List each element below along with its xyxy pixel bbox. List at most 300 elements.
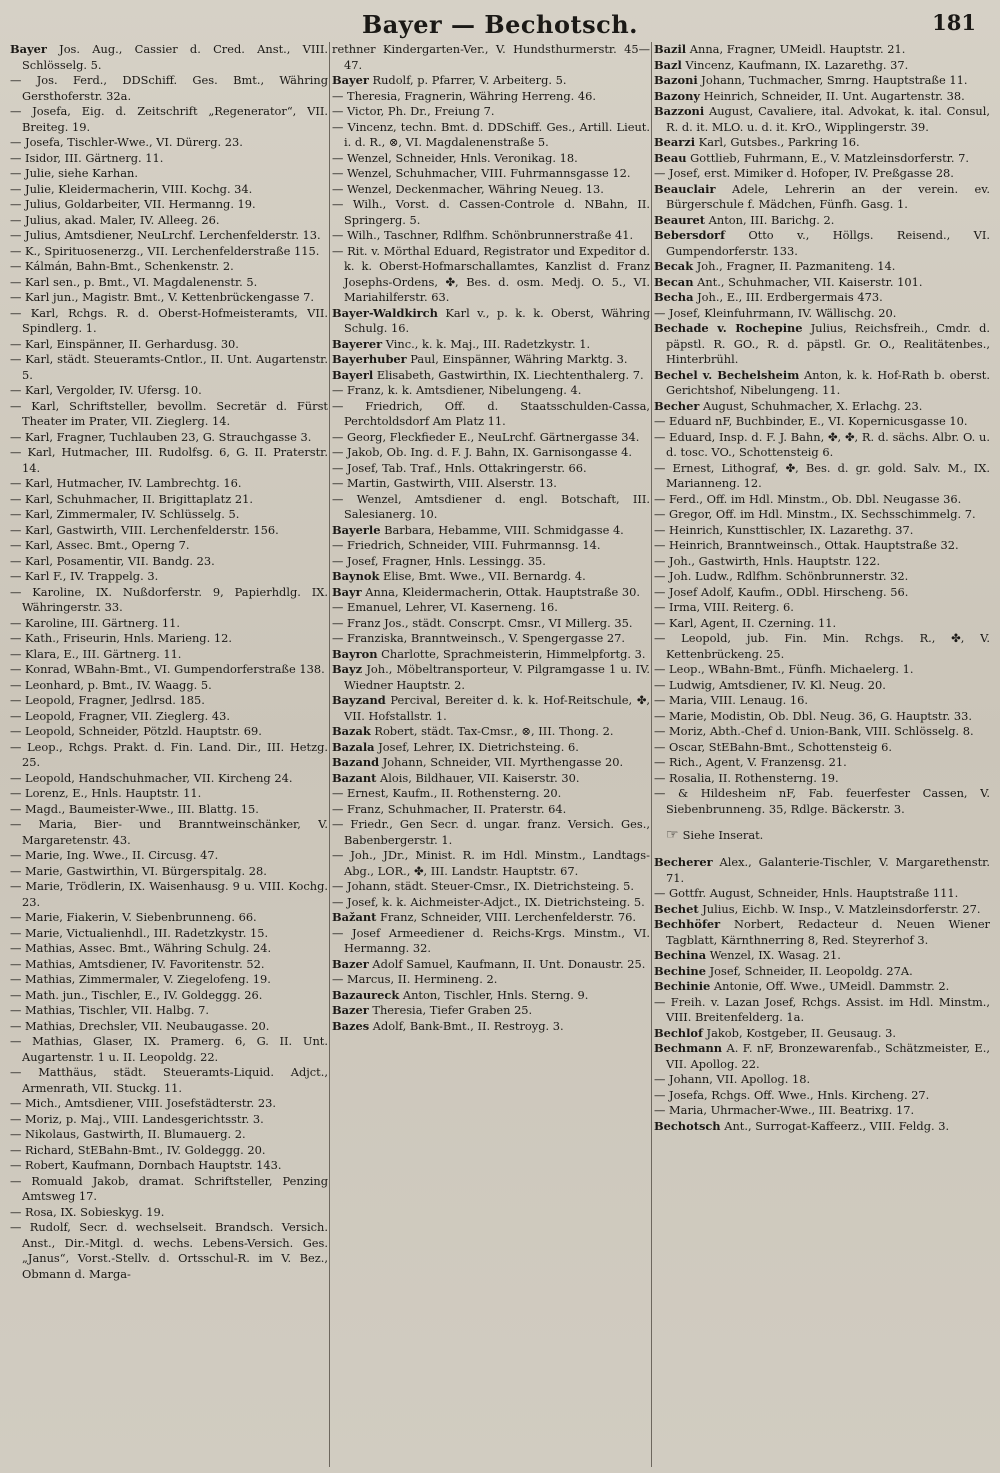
entry-surname: Bechel v. Bechelsheim	[654, 367, 800, 382]
entry-details: Wenzel, IX. Wasag. 21.	[706, 948, 841, 963]
directory-entry	[654, 948, 990, 964]
column-1	[10, 42, 328, 1467]
entry-details: — Franz, k. k. Amtsdiener, Nibelungeng. 4.	[332, 383, 582, 397]
entry-details: — Joh., JDr., Minist. R. im Hdl. Minstm., Landtags-Abg., LOR., ✤, III. Landstr. Hauptstr. 67.	[332, 848, 650, 878]
entry-details: — Leopold, Fragner, VII. Zieglerg. 43.	[10, 708, 230, 723]
entry-details: — Josef Armeediener d. Reichs-Krgs. Minstm., VI. Hermanng. 32.	[332, 925, 650, 955]
entry-details: — Marie, Fiakerin, V. Siebenbrunneng. 66.	[10, 910, 257, 924]
entry-details: — Karl, Agent, II. Czerning. 11.	[654, 615, 837, 630]
entry-details: Rudolf, p. Pfarrer, V. Arbeiterg. 5.	[368, 73, 567, 87]
entry-details: Anton, III. Barichg. 2.	[705, 212, 835, 227]
directory-entry	[10, 1220, 328, 1282]
entry-surname: Bazaureck	[332, 987, 400, 1002]
entry-details: — Irma, VIII. Reiterg. 6.	[654, 600, 794, 614]
entry-surname: Bazant	[332, 770, 377, 785]
directory-entry	[332, 972, 650, 988]
entry-details: Josef, Lehrer, IX. Dietrichsteing. 6.	[374, 739, 579, 754]
directory-entry	[10, 848, 328, 864]
directory-entry	[654, 755, 990, 771]
entry-details: — Franziska, Branntweinsch., V. Spengergasse 27.	[332, 631, 626, 645]
directory-entry	[10, 910, 328, 926]
directory-entry	[332, 244, 650, 306]
entry-details: — Ernest, Kaufm., II. Rothensterng. 20.	[332, 786, 562, 800]
directory-entry	[10, 430, 328, 446]
column-2	[332, 42, 650, 1467]
entry-details: — Marie, Trödlerin, IX. Waisenhausg. 9 u. VIII. Kochg. 23.	[10, 879, 328, 909]
entry-details: — Marcus, II. Hermineng. 2.	[332, 972, 498, 986]
directory-entry	[332, 755, 650, 771]
directory-entry	[10, 1205, 328, 1221]
entry-details: — Karl, Posamentir, VII. Bandg. 23.	[10, 553, 215, 568]
directory-entry	[654, 461, 990, 492]
directory-entry	[10, 647, 328, 663]
entry-details: — Karl, Zimmermaler, IV. Schlüsselg. 5.	[10, 507, 240, 521]
page-number: 181	[932, 10, 976, 35]
entry-surname: Bažant	[332, 910, 377, 924]
entry-surname: Bazala	[332, 739, 375, 754]
directory-entry	[332, 724, 650, 740]
directory-entry	[10, 957, 328, 973]
entry-details: — Ferd., Off. im Hdl. Minstm., Ob. Dbl. Neugasse 36.	[654, 491, 962, 506]
entry-surname: Bebersdorf	[654, 228, 725, 242]
directory-entry	[332, 569, 650, 585]
entry-details: — Rudolf, Secr. d. wechselseit. Brandsch. Versich. Anst., Dir.-Mitgl. d. wechs. Lebens-Versich. Ges. „Janus“, Vorst.-Stellv. d. Ortsschul-R. im V. Bez., Obmann d. Marga-	[10, 1220, 328, 1281]
directory-entry	[654, 554, 990, 570]
entry-details: — Ernest, Lithograf, ✤, Bes. d. gr. gold. Salv. M., IX. Marianneng. 12.	[654, 460, 990, 490]
entry-details: — Theresia, Fragnerin, Währing Herreng. 46.	[332, 88, 597, 103]
entry-details: Vincenz, Kaufmann, IX. Lazarethg. 37.	[681, 57, 909, 72]
entry-surname: Bechade v. Rochepine	[654, 321, 803, 335]
directory-entry	[10, 802, 328, 818]
column-divider	[329, 42, 330, 1467]
entry-details: — Josefa, Tischler-Wwe., VI. Dürerg. 23.	[10, 135, 243, 149]
entry-surname: Bayerle	[332, 522, 381, 537]
directory-entry	[654, 166, 990, 182]
entry-details: Percival, Bereiter d. k. k. Hof-Reitschule, ✤, VII. Hofstallstr. 1.	[344, 693, 650, 723]
entry-surname: Bechet	[654, 901, 699, 916]
directory-entry	[332, 771, 650, 787]
entry-details: Adolf Samuel, Kaufmann, II. Unt. Donaustr. 25.	[368, 956, 646, 971]
entry-surname: Becan	[654, 274, 694, 289]
directory-entry	[332, 197, 650, 228]
entry-details: — Maria, Uhrmacher-Wwe., III. Beatrixg. 17.	[654, 1103, 915, 1118]
entry-details: Robert, städt. Tax-Cmsr., ⊗, III. Thong. 2.	[370, 724, 614, 738]
directory-entry	[654, 771, 990, 787]
directory-entry	[654, 228, 990, 259]
entry-details: — Karoline, IX. Nußdorferstr. 9, Papierhdlg. IX. Währingerstr. 33.	[10, 584, 328, 614]
directory-entry	[10, 259, 328, 275]
entry-details: — Maria, Bier- und Branntweinschänker, V. Margaretenstr. 43.	[10, 817, 328, 847]
entry-surname: Beau	[654, 150, 687, 165]
directory-entry	[654, 1026, 990, 1042]
entry-details: Elisabeth, Gastwirthin, IX. Liechtenthalerg. 7.	[373, 367, 644, 382]
entry-details: — Karl jun., Magistr. Bmt., V. Kettenbrückengasse 7.	[10, 290, 315, 304]
entry-surname: Bayerer	[332, 336, 383, 351]
entry-details: Jakob, Kostgeber, II. Geusaug. 3.	[702, 1025, 896, 1040]
entry-details: — Julie, Kleidermacherin, VIII. Kochg. 34.	[10, 181, 253, 196]
entry-details: — Julius, Goldarbeiter, VII. Hermanng. 19.	[10, 197, 256, 211]
directory-entry	[654, 306, 990, 322]
directory-entry	[10, 1019, 328, 1035]
directory-entry	[10, 786, 328, 802]
entry-details: — Jos. Ferd., DDSchiff. Ges. Bmt., Währing Gersthoferstr. 32a.	[10, 73, 328, 103]
entry-details: Adolf, Bank-Bmt., II. Restroyg. 3.	[369, 1018, 564, 1033]
directory-entry	[332, 306, 650, 337]
directory-entry	[332, 926, 650, 957]
directory-entry	[332, 445, 650, 461]
directory-entry	[654, 58, 990, 74]
entry-details: Anna, Kleidermacherin, Ottak. Hauptstraße 30.	[361, 584, 641, 599]
directory-entry	[332, 337, 650, 353]
entry-surname: Beauret	[654, 212, 706, 227]
entry-surname: Bayzand	[332, 693, 386, 707]
entry-details: — Josefa, Rchgs. Off. Wwe., Hnls. Kircheng. 27.	[654, 1087, 930, 1102]
entry-details: — Leonhard, p. Bmt., IV. Waagg. 5.	[10, 677, 212, 692]
entry-details: — Karl, Hutmacher, III. Rudolfsg. 6, G. II. Praterstr. 14.	[10, 445, 328, 475]
directory-entry	[10, 1003, 328, 1019]
directory-entry	[10, 182, 328, 198]
entry-details: — Magd., Baumeister-Wwe., III. Blattg. 15.	[10, 801, 259, 816]
directory-entry	[332, 988, 650, 1004]
entry-details: — Leopold, Fragner, Jedlrsd. 185.	[10, 693, 205, 707]
entry-details: — Karl, Schriftsteller, bevollm. Secretär d. Fürst Theater im Prater, VII. Zieglerg. 14.	[10, 398, 328, 428]
directory-entry	[10, 724, 328, 740]
directory-entry	[332, 631, 650, 647]
entry-details: Otto v., Höllgs. Reisend., VI. Gumpendorferstr. 133.	[666, 228, 990, 258]
entry-details: Ant., Schuhmacher, VII. Kaiserstr. 101.	[693, 274, 923, 289]
entry-details: — Johann, städt. Steuer-Cmsr., IX. Dietrichsteing. 5.	[332, 879, 635, 893]
directory-entry	[10, 523, 328, 539]
directory-entry	[332, 166, 650, 182]
entry-details: — Richard, StEBahn-Bmt., IV. Goldeggg. 20.	[10, 1142, 266, 1157]
directory-entry	[10, 616, 328, 632]
directory-entry	[332, 662, 650, 693]
entry-details: — Joh. Ludw., Rdlfhm. Schönbrunnerstr. 32.	[654, 569, 909, 583]
directory-entry	[10, 879, 328, 910]
entry-details: — Rosa, IX. Sobieskyg. 19.	[10, 1204, 165, 1219]
directory-entry	[654, 368, 990, 399]
directory-entry	[10, 941, 328, 957]
directory-entry	[10, 678, 328, 694]
entry-details: — Nikolaus, Gastwirth, II. Blumauerg. 2.	[10, 1127, 246, 1141]
directory-entry	[332, 600, 650, 616]
directory-entry	[654, 538, 990, 554]
entry-details: — Marie, Ing. Wwe., II. Circusg. 47.	[10, 848, 219, 862]
entry-details: — Freih. v. Lazan Josef, Rchgs. Assist. im Hdl. Minstm., VIII. Breitenfelderg. 1a.	[654, 994, 990, 1025]
directory-entry	[654, 631, 990, 662]
entry-details: — Joh., Gastwirth, Hnls. Hauptstr. 122.	[654, 553, 881, 568]
entry-details: — Wenzel, Schneider, Hnls. Veronikag. 18.	[332, 150, 578, 165]
directory-entry	[10, 1174, 328, 1205]
entry-details: — Franz, Schuhmacher, II. Praterstr. 64.	[332, 801, 567, 816]
entry-details: — Karl, Einspänner, II. Gerhardusg. 30.	[10, 336, 239, 351]
directory-entry	[654, 1072, 990, 1088]
entry-details: Franz, Schneider, VIII. Lerchenfelderstr. 76.	[376, 910, 637, 924]
entry-details: — Ludwig, Amtsdiener, IV. Kl. Neug. 20.	[654, 677, 886, 692]
directory-entry	[654, 399, 990, 415]
entry-details: Ant., Surrogat-Kaffeerz., VIII. Feldg. 3.	[720, 1118, 950, 1133]
directory-entry	[10, 662, 328, 678]
directory-entry	[654, 1088, 990, 1104]
directory-entry	[654, 740, 990, 756]
entry-surname: Bazand	[332, 755, 380, 769]
directory-entry	[332, 554, 650, 570]
directory-entry	[10, 352, 328, 383]
directory-entry	[332, 786, 650, 802]
directory-entry	[654, 42, 990, 58]
directory-entry	[654, 886, 990, 902]
entry-details: Heinrich, Schneider, II. Unt. Augartenstr. 38.	[699, 88, 965, 103]
entry-details: — Wilh., Taschner, Rdlfhm. Schönbrunnerstraße 41.	[332, 228, 634, 242]
entry-details: — Oscar, StEBahn-Bmt., Schottensteig 6.	[654, 739, 892, 754]
directory-entry	[332, 399, 650, 430]
column-3	[654, 42, 990, 1467]
directory-entry	[332, 585, 650, 601]
entry-details: — Leop., Rchgs. Prakt. d. Fin. Land. Dir., III. Hetzg. 25.	[10, 739, 328, 769]
directory-entry	[654, 73, 990, 89]
entry-details: — Heinrich, Branntweinsch., Ottak. Hauptstraße 32.	[654, 538, 959, 552]
entry-details: — Josef, Tab. Traf., Hnls. Ottakringerstr. 66.	[332, 460, 587, 475]
directory-entry	[10, 492, 328, 508]
directory-entry	[10, 445, 328, 476]
entry-details: — Wilh., Vorst. d. Cassen-Controle d. NBahn, II. Springerg. 5.	[332, 197, 650, 227]
directory-entry	[10, 972, 328, 988]
entry-details: — Gottfr. August, Schneider, Hnls. Hauptstraße 111.	[654, 886, 959, 901]
directory-entry	[10, 228, 328, 244]
entry-details: — Mathias, Amtsdiener, IV. Favoritenstr. 52.	[10, 956, 265, 971]
directory-entry	[10, 42, 328, 73]
directory-entry	[654, 290, 990, 306]
entry-details: — Marie, Modistin, Ob. Dbl. Neug. 36, G. Hauptstr. 33.	[654, 708, 972, 723]
directory-entry	[10, 135, 328, 151]
entry-details: — Eduard, Insp. d. F. J. Bahn, ✤, ✤, R. d. sächs. Albr. O. u. d. tosc. VO., Schottensteig 6.	[654, 429, 990, 459]
directory-entry	[654, 89, 990, 105]
directory-entry	[332, 523, 650, 539]
entry-surname: Bechotsch	[654, 1118, 721, 1133]
directory-entry	[332, 895, 650, 911]
pointing-hand-icon: ☞	[666, 827, 679, 844]
entry-details: Jos. Aug., Cassier d. Cred. Anst., VIII. Schlösselg. 5.	[22, 42, 328, 72]
entry-surname: Bayerl	[332, 367, 374, 382]
entry-details: — Isidor, III. Gärtnerg. 11.	[10, 150, 164, 165]
entry-surname: Bazoni	[654, 73, 698, 87]
directory-entry	[10, 740, 328, 771]
directory-entry	[10, 1034, 328, 1065]
entry-details: — Rit. v. Mörthal Eduard, Registrator und Expeditor d. k. k. Oberst-Hofmarschallamtes, Kanzlist d. Franz Josephs-Ordens, ✤, Bes. d. osm. Medj. O. 5., VI. Mariahilferstr. 63.	[332, 243, 650, 304]
entry-details: — Karoline, III. Gärtnerg. 11.	[10, 615, 181, 630]
entry-details: — Rich., Agent, V. Franzensg. 21.	[654, 755, 847, 769]
entry-surname: Bazony	[654, 88, 700, 103]
entry-details: Johann, Schneider, VII. Myrthengasse 20.	[379, 755, 624, 769]
directory-entry	[10, 585, 328, 616]
entry-details: Vinc., k. k. Maj., III. Radetzkystr. 1.	[382, 336, 591, 351]
entry-surname: Bayron	[332, 646, 378, 661]
entry-details: Alex., Galanterie-Tischler, V. Margarethenstr. 71.	[666, 855, 990, 885]
entry-details: A. F. nF, Bronzewarenfab., Schätzmeister, E., VII. Apollog. 22.	[666, 1041, 990, 1071]
entry-surname: Bazl	[654, 57, 682, 72]
directory-entry	[10, 213, 328, 229]
directory-entry	[10, 1143, 328, 1159]
entry-surname: Bayer-Waldkirch	[332, 305, 438, 320]
entry-details: Julius, Reichsfreih., Cmdr. d. päpstl. R. GO., R. d. päpstl. Gr. O., Realitätenbes., Hinterbrühl.	[666, 321, 990, 366]
directory-entry	[332, 461, 650, 477]
entry-details: — Karl, Rchgs. R. d. Oberst-Hofmeisteramts, VII. Spindlerg. 1.	[10, 305, 328, 335]
directory-entry	[654, 492, 990, 508]
directory-entry	[10, 507, 328, 523]
directory-entry	[332, 616, 650, 632]
entry-surname: Bearzi	[654, 135, 696, 149]
running-head: Bayer — Bechotsch.	[361, 10, 639, 39]
entry-details: — Eduard nF, Buchbinder, E., VI. Kopernicusgasse 10.	[654, 414, 968, 428]
entry-details: — Kath., Friseurin, Hnls. Marieng. 12.	[10, 631, 232, 645]
entry-details: Karl v., p. k. k. Oberst, Währing Schulg. 16.	[344, 305, 650, 335]
entry-details: Anton, Tischler, Hnls. Sterng. 9.	[399, 987, 589, 1002]
directory-entry	[654, 724, 990, 740]
entry-details: — Marie, Gastwirthin, VI. Bürgerspitalg. 28.	[10, 863, 267, 878]
directory-entry	[332, 647, 650, 663]
directory-entry	[654, 995, 990, 1026]
entry-details: — Matthäus, städt. Steueramts-Liquid. Adjct., Armenrath, VII. Stuckg. 11.	[10, 1065, 328, 1095]
entry-surname: Bayr	[332, 584, 362, 599]
entry-details: — Josef, Fragner, Hnls. Lessingg. 35.	[332, 553, 546, 568]
directory-entry	[10, 864, 328, 880]
entry-surname: Bechlof	[654, 1025, 703, 1040]
directory-entry	[10, 104, 328, 135]
entry-details: — Leopold, jub. Fin. Min. Rchgs. R., ✤, V. Kettenbrückeng. 25.	[654, 631, 990, 661]
directory-entry	[654, 275, 990, 291]
directory-entry	[654, 693, 990, 709]
directory-entry	[10, 1127, 328, 1143]
directory-entry	[654, 585, 990, 601]
entry-surname: Becherer	[654, 855, 713, 870]
entry-surname: Bazil	[654, 42, 687, 56]
directory-entry	[10, 290, 328, 306]
directory-entry	[332, 120, 650, 151]
entry-details: — Moriz, Abth.-Chef d. Union-Bank, VIII. Schlösselg. 8.	[654, 724, 974, 738]
directory-entry	[332, 42, 650, 73]
directory-entry	[654, 786, 990, 817]
directory-entry	[10, 166, 328, 182]
directory-entry	[654, 321, 990, 368]
directory-entry	[654, 964, 990, 980]
directory-entry	[654, 1119, 990, 1135]
entry-details: — Karl, Hutmacher, IV. Lambrechtg. 16.	[10, 476, 242, 490]
directory-entry	[10, 817, 328, 848]
entry-details: Alois, Bildhauer, VII. Kaiserstr. 30.	[376, 770, 580, 785]
directory-entry	[654, 855, 990, 886]
entry-details: — & Hildesheim nF, Fab. feuerfester Cassen, V. Siebenbrunneng. 35, Rdlge. Bäckerstr. 3.	[654, 786, 990, 816]
directory-entry	[654, 662, 990, 678]
entry-details: — Julie, siehe Karhan.	[10, 166, 138, 180]
entry-details: — Karl, Gastwirth, VIII. Lerchenfelderstr. 156.	[10, 522, 279, 537]
directory-entry	[10, 151, 328, 167]
entry-details: — Mich., Amtsdiener, VIII. Josefstädterstr. 23.	[10, 1096, 276, 1110]
entry-details: Karl, Gutsbes., Parkring 16.	[695, 135, 860, 149]
entry-details: — Josefa, Eig. d. Zeitschrift „Regenerator“, VII. Breiteg. 19.	[10, 104, 328, 134]
entry-surname: Bechine	[654, 963, 706, 978]
entry-surname: Bechina	[654, 948, 707, 963]
entry-details: — Josef, erst. Mimiker d. Hofoper, IV. Preßgasse 28.	[654, 166, 954, 180]
entry-details: — Konrad, WBahn-Bmt., VI. Gumpendorferstraße 138.	[10, 662, 325, 676]
entry-surname: Bazzoni	[654, 104, 705, 118]
directory-entry	[654, 259, 990, 275]
directory-entry	[654, 1041, 990, 1072]
directory-entry	[332, 228, 650, 244]
entry-details: Barbara, Hebamme, VIII. Schmidgasse 4.	[380, 522, 624, 537]
directory-entry	[654, 523, 990, 539]
entry-surname: Beauclair	[654, 181, 716, 196]
entry-details: — Karl, Schuhmacher, II. Brigittaplatz 21.	[10, 491, 253, 506]
entry-details: — Franz Jos., städt. Conscrpt. Cmsr., VI Millerg. 35.	[332, 615, 633, 630]
entry-details: Joh., Möbeltransporteur, V. Pilgramgasse 1 u. IV. Wiedner Hauptstr. 2.	[344, 662, 650, 692]
entry-details: Paul, Einspänner, Währing Marktg. 3.	[406, 352, 628, 366]
directory-entry	[10, 73, 328, 104]
directory-entry	[10, 988, 328, 1004]
directory-entry	[332, 151, 650, 167]
directory-entry	[332, 352, 650, 368]
entry-details: Gottlieb, Fuhrmann, E., V. Matzleinsdorferstr. 7.	[686, 150, 969, 165]
directory-entry	[654, 569, 990, 585]
directory-entry	[332, 910, 650, 926]
directory-entry	[654, 135, 990, 151]
entry-details: — Vincenz, techn. Bmt. d. DDSchiff. Ges., Artill. Lieut. i. d. R., ⊗, VI. Magdalenenstraße 5.	[332, 119, 650, 149]
entry-details: — Maria, VIII. Lenaug. 16.	[654, 693, 808, 707]
entry-surname: Bayer	[10, 42, 47, 56]
entry-details: — Leopold, Handschuhmacher, VII. Kircheng 24.	[10, 770, 293, 785]
directory-entry	[332, 848, 650, 879]
entry-details: Elise, Bmt. Wwe., VII. Bernardg. 4.	[379, 569, 586, 583]
entry-details: — Romuald Jakob, dramat. Schriftsteller, Penzing Amtsweg 17.	[10, 1173, 328, 1203]
entry-details: — Mathias, Assec. Bmt., Währing Schulg. 24.	[10, 941, 272, 955]
directory-entry	[654, 507, 990, 523]
directory-entry	[10, 1158, 328, 1174]
inserat-text: Siehe Inserat.	[682, 828, 764, 843]
directory-entry	[332, 476, 650, 492]
entry-details: Julius, Eichb. W. Insp., V. Matzleinsdorferstr. 27.	[698, 901, 981, 916]
entry-surname: Bechinie	[654, 979, 711, 994]
directory-entry	[10, 337, 328, 353]
entry-details: Theresia, Tiefer Graben 25.	[368, 1003, 533, 1017]
directory-entry	[332, 740, 650, 756]
directory-entry	[654, 104, 990, 135]
entry-surname: Baynok	[332, 569, 380, 583]
entry-surname: Becak	[654, 259, 694, 273]
entry-columns	[10, 42, 990, 1467]
directory-entry	[332, 89, 650, 105]
entry-details: — Martin, Gastwirth, VIII. Alserstr. 13.	[332, 476, 557, 490]
entry-surname: Bazer	[332, 1003, 369, 1017]
entry-details: — Wenzel, Schuhmacher, VIII. Fuhrmannsgasse 12.	[332, 166, 631, 180]
entry-details: — Mathias, Glaser, IX. Pramerg. 6, G. II. Unt. Augartenstr. 1 u. II. Leopoldg. 22.	[10, 1034, 328, 1064]
entry-details: Anna, Fragner, UMeidl. Hauptstr. 21.	[686, 42, 906, 56]
entry-details: — Mathias, Zimmermaler, V. Ziegelofeng. 19.	[10, 972, 271, 986]
entry-details: — Leop., WBahn-Bmt., Fünfh. Michaelerg. 1.	[654, 662, 914, 676]
directory-entry	[654, 182, 990, 213]
directory-entry	[10, 631, 328, 647]
entry-details: — Heinrich, Kunsttischler, IX. Lazarethg. 37.	[654, 522, 914, 537]
entry-details: — Leopold, Schneider, Pötzld. Hauptstr. 69.	[10, 724, 262, 738]
directory-entry	[332, 879, 650, 895]
entry-surname: Bechmann	[654, 1041, 723, 1056]
entry-details: — Friedr., Gen Secr. d. ungar. franz. Versich. Ges., Babenbergerstr. 1.	[332, 817, 650, 847]
entry-details: — K., Spirituosenerzg., VII. Lerchenfelderstraße 115.	[10, 243, 320, 258]
entry-details: — Johann, VII. Apollog. 18.	[654, 1072, 811, 1087]
directory-entry	[10, 383, 328, 399]
directory-entry	[654, 600, 990, 616]
entry-details: — Josef, k. k. Aichmeister-Adjct., IX. Dietrichsteing. 5.	[332, 894, 645, 909]
entry-details: Antonie, Off. Wwe., UMeidl. Dammstr. 2.	[710, 979, 950, 994]
directory-entry	[10, 926, 328, 942]
